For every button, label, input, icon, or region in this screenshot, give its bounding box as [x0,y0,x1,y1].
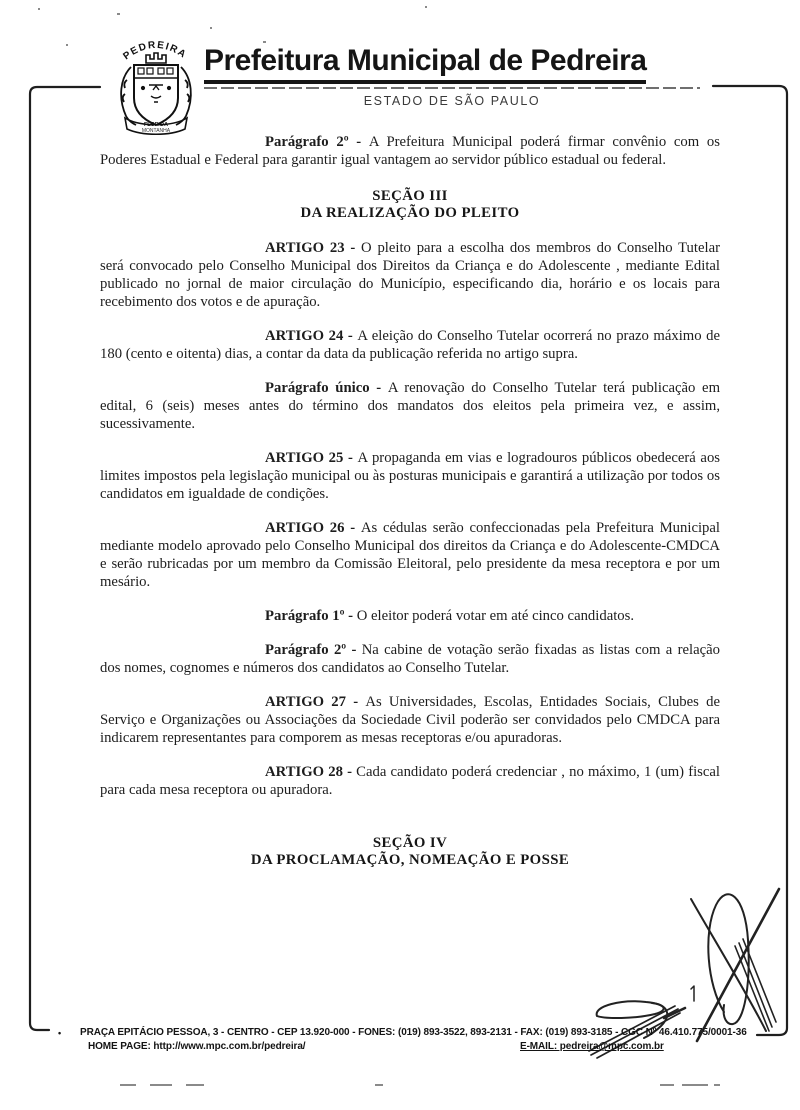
section-heading [100,835,720,869]
paragraph-label: Parágrafo 2º - [265,134,369,150]
page-subtitle: ESTADO DE SÃO PAULO [363,94,541,108]
logo-arc-text: PEDREIRA [121,39,189,63]
paragraph-label: ARTIGO 25 - [265,450,358,466]
paragraph-label: ARTIGO 23 - [265,240,362,256]
section-heading [100,188,720,222]
paragraph-label: Parágrafo 2º - [265,642,362,658]
document-paragraph: ARTIGO 25 - A propaganda em vias e logradouros públicos obedecerá aos limites impostos pela legislação municipal ou às posturas municipais e garantirá a utilização por todos os candidatos em igualdade de condições. [100,450,720,502]
section-heading-line1: SEÇÃO IV [372,835,448,851]
logo-wreath [121,67,191,125]
document-paragraph: Parágrafo 2º - Na cabine de votação serão fixadas as listas com a relação dos nomes, cognomes e números dos candidatos ao Conselho Tutelar. [100,642,721,676]
footer-links-line [58,1041,764,1057]
svg-text:PEDREIRA [121,40,188,62]
footer-address-line [58,1027,764,1038]
page-title: Prefeitura Municipal de Pedreira [204,44,646,84]
letterhead [0,0,800,134]
letterhead-footer [58,1027,764,1057]
pedreira-coat-of-arms-logo [113,30,199,136]
footer-bullet: • [58,1028,62,1038]
logo-motto-line1: FLOR DA [144,122,168,128]
section-heading-line1: SEÇÃO III [372,188,448,204]
letterhead-titles [204,44,700,108]
document-body [100,133,720,886]
document-paragraph: ARTIGO 28 - Cada candidato poderá credenciar , no máximo, 1 (um) fiscal para cada mesa receptora ou apuradora. [100,764,720,798]
document-paragraph: ARTIGO 26 - As cédulas serão confeccionadas pela Prefeitura Municipal mediante modelo aprovado pelo Conselho Municipal dos direitos da Criança e do Adolescente-CMDCA e serão rubricadas por um membro da Comissão Eleitoral, pelo presidente da mesa receptora e por um mesário. [100,520,720,590]
paragraph-label: ARTIGO 28 - [265,764,357,780]
document-paragraph: ARTIGO 24 - A eleição do Conselho Tutelar ocorrerá no prazo máximo de 180 (cento e oitenta) dias, a contar da data da publicação referida no artigo supra. [100,328,720,362]
document-paragraph: Parágrafo 1º - O eleitor poderá votar em até cinco candidatos. [265,608,635,624]
paragraph-label: Parágrafo 1º - [265,608,357,624]
document-paragraph: Parágrafo 2º - A Prefeitura Municipal poderá firmar convênio com os Poderes Estadual e Federal para garantir igual vantagem ao servidor público estadual ou federal. [100,134,720,168]
signature-scribble-x [691,889,779,1041]
document-paragraph: ARTIGO 23 - O pleito para a escolha dos membros do Conselho Tutelar será convocado pelo Conselho Municipal dos Direitos da Criança e do Adolescente , mediante Edital publicado no jornal de maior circulação do Município, especificando dia, horário e os locais para recebimento dos votos e de apuração. [100,240,720,310]
footer-homepage-text: HOME PAGE: http://www.mpc.com.br/pedreira/ [88,1041,306,1052]
paragraph-label: ARTIGO 27 - [265,694,366,710]
section-heading-line2: DA REALIZAÇÃO DO PLEITO [300,205,520,221]
title-underline-decoration [204,87,700,89]
logo-shield [134,65,178,125]
document-paragraph: Parágrafo único - A renovação do Conselho Tutelar terá publicação em edital, 6 (seis) meses antes do término dos mandatos dos eleitos pela primeira vez, e assim, sucessivamente. [100,380,720,432]
document-paragraph: ARTIGO 27 - As Universidades, Escolas, Entidades Sociais, Clubes de Serviço e Organizações ou Associações da Sociedade Civil poderão ser convidados pelo CMDCA para indicarem representantes para comporem as mesas receptoras e/ou apuradoras. [100,694,720,746]
paragraph-label: ARTIGO 24 - [265,328,358,344]
logo-motto-ribbon [125,118,187,134]
logo-motto-line2: MONTANHA [141,128,171,134]
footer-email-text: E-MAIL: pedreira@mpc.com.br [520,1041,664,1052]
paragraph-label: Parágrafo único - [265,380,388,396]
section-heading-line2: DA PROCLAMAÇÃO, NOMEAÇÃO E POSSE [250,852,570,868]
paragraph-label: ARTIGO 26 - [265,520,361,536]
footer-address-text: PRAÇA EPITÁCIO PESSOA, 3 - CENTRO - CEP 13.920-000 - FONES: (019) 893-3522, 893-2131 - FAX: (019) 893-3185 - CGC Nº 46.410.775/0001-36 [80,1027,747,1038]
logo-crown [146,53,166,63]
